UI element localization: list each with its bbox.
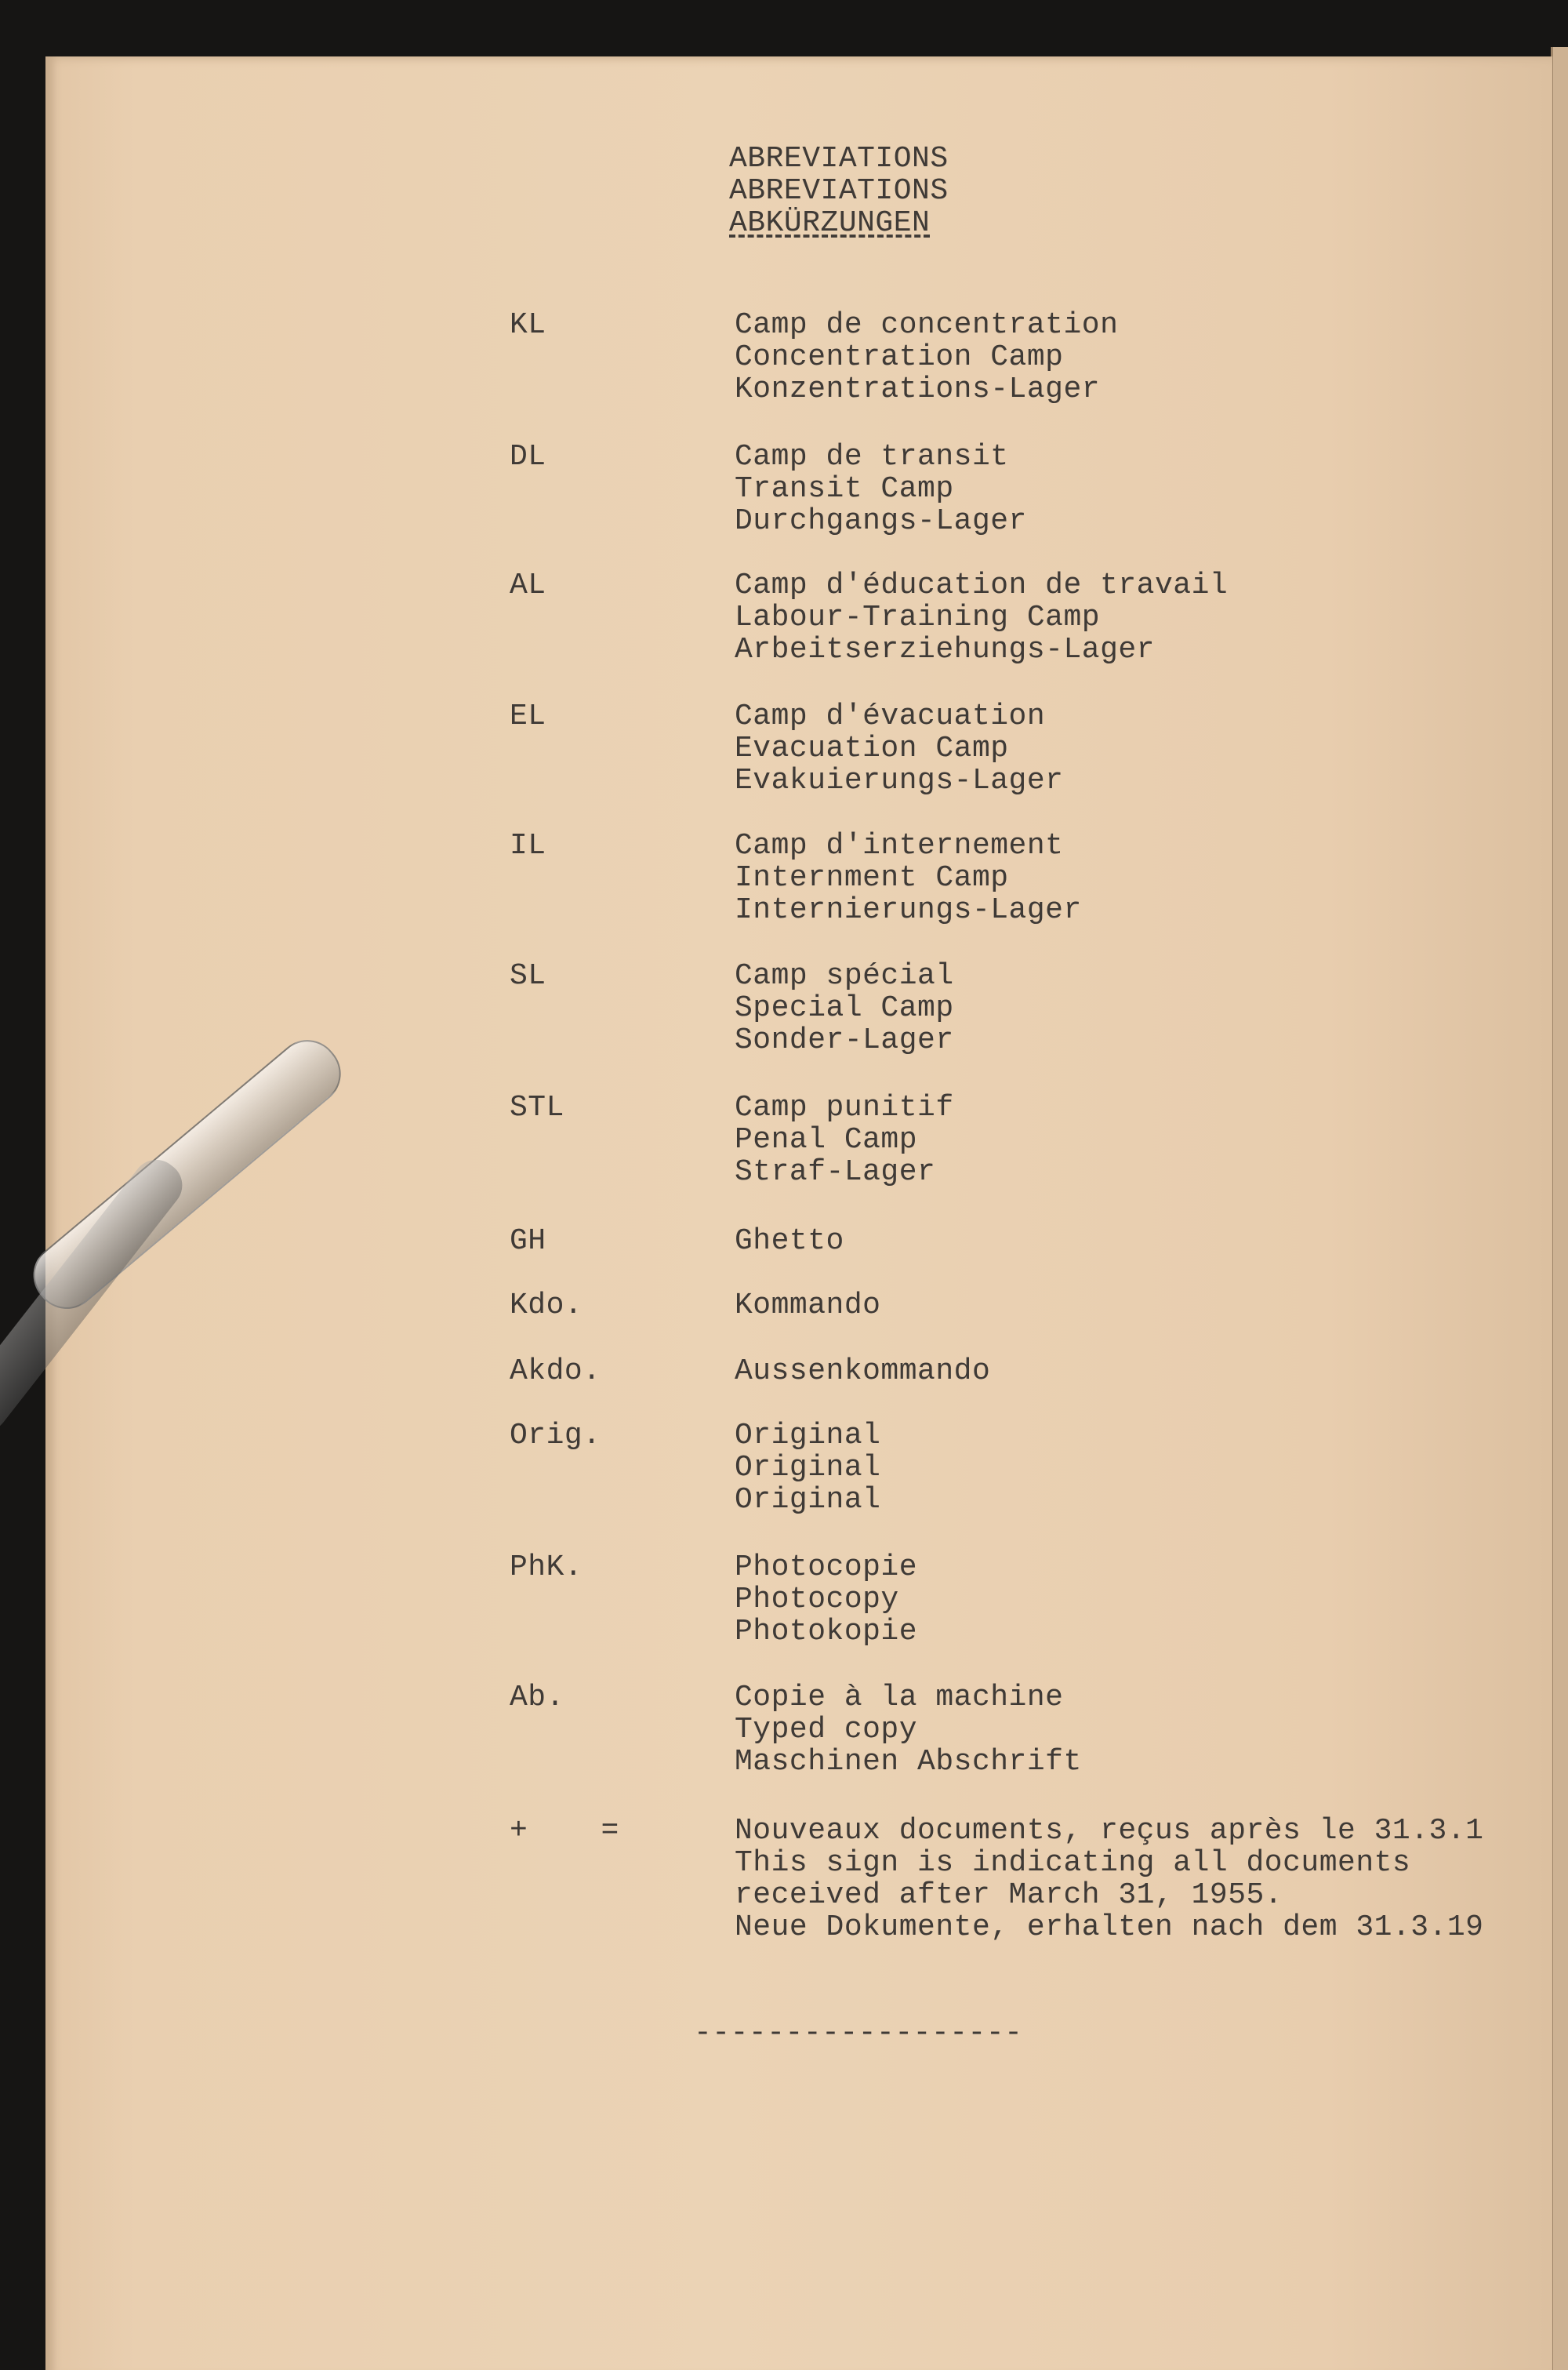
- abbreviation: DL: [510, 440, 546, 474]
- definition-de: Evakuierungs-Lager: [735, 764, 1064, 798]
- definition-en: Special Camp: [735, 991, 954, 1025]
- definition-en: Evacuation Camp: [735, 732, 1009, 765]
- abbreviation: Orig.: [510, 1419, 601, 1452]
- definition-en: Typed copy: [735, 1713, 918, 1747]
- definition-en: Transit Camp: [735, 472, 954, 506]
- definition-en: Original: [735, 1451, 881, 1485]
- definitions: [735, 441, 1027, 537]
- definition-fr: Camp de transit: [735, 440, 1009, 474]
- definitions: [735, 1289, 880, 1321]
- definitions: [735, 309, 1118, 405]
- definition-de: Sonder-Lager: [735, 1023, 954, 1057]
- definition-de: Neue Dokumente, erhalten nach dem 31.3.19: [735, 1910, 1484, 1943]
- definition: Aussenkommando: [735, 1354, 991, 1388]
- definition-fr: Camp punitif: [735, 1091, 954, 1125]
- definition-de: Arbeitserziehungs-Lager: [735, 633, 1155, 667]
- adjacent-page-edge: [1551, 47, 1568, 2370]
- definition-de: Maschinen Abschrift: [735, 1745, 1082, 1779]
- definition: Kommando: [735, 1289, 881, 1322]
- abbreviation: IL: [510, 829, 546, 863]
- abbreviation: PhK.: [510, 1550, 583, 1584]
- definition-fr: Camp d'éducation de travail: [735, 569, 1229, 602]
- definition-fr: Original: [735, 1419, 881, 1452]
- heading-english: ABREVIATIONS: [729, 174, 949, 208]
- definition-fr: Camp d'évacuation: [735, 700, 1046, 733]
- abbreviation: KL: [510, 308, 546, 342]
- definitions: [735, 1419, 880, 1516]
- definition-de: Durchgangs-Lager: [735, 504, 1027, 538]
- definition-en: Labour-Training Camp: [735, 601, 1101, 634]
- definition-en: Internment Camp: [735, 861, 1009, 895]
- abbreviation: EL: [510, 700, 546, 733]
- definition-de: Internierungs-Lager: [735, 893, 1082, 927]
- abbreviation: + =: [510, 1814, 619, 1848]
- definitions: [735, 1092, 954, 1188]
- abbreviation: STL: [510, 1091, 564, 1125]
- definitions: [735, 1681, 1082, 1778]
- heading-german: ABKÜRZUNGEN: [729, 206, 931, 240]
- closing-rule: ------------------: [694, 2016, 1023, 2050]
- definition-de: Konzentrations-Lager: [735, 373, 1101, 406]
- definitions: [735, 1815, 1534, 1943]
- definitions: [735, 1551, 917, 1648]
- definitions: [735, 960, 954, 1056]
- heading-block: [729, 143, 949, 239]
- definition-en: Concentration Camp: [735, 340, 1064, 374]
- definition-fr: Camp d'internement: [735, 829, 1064, 863]
- definitions: [735, 830, 1082, 926]
- abbreviation: Ab.: [510, 1681, 564, 1714]
- definition-de: Straf-Lager: [735, 1155, 936, 1189]
- abbreviation: SL: [510, 959, 546, 993]
- definition: Ghetto: [735, 1224, 844, 1258]
- heading-french: ABREVIATIONS: [729, 142, 949, 176]
- definition-fr: Nouveaux documents, reçus après le 31.3.1: [735, 1815, 1484, 1848]
- definition-en-2: received after March 31, 1955.: [735, 1878, 1283, 1912]
- definition-fr: Copie à la machine: [735, 1681, 1064, 1714]
- definition-de: Original: [735, 1483, 881, 1517]
- definition-en: Penal Camp: [735, 1123, 918, 1157]
- definitions: [735, 700, 1063, 797]
- abbreviation: AL: [510, 569, 546, 602]
- definition-fr: Camp de concentration: [735, 308, 1119, 342]
- abbreviation: Akdo.: [510, 1354, 601, 1388]
- definition-en: This sign is indicating all documents: [735, 1846, 1411, 1880]
- definition-de: Photokopie: [735, 1615, 918, 1648]
- definition-fr: Camp spécial: [735, 959, 954, 993]
- definition-en: Photocopy: [735, 1583, 899, 1616]
- definition-fr: Photocopie: [735, 1550, 918, 1584]
- definitions: [735, 1225, 844, 1257]
- abbreviation: GH: [510, 1224, 546, 1258]
- definitions: [735, 1355, 990, 1387]
- abbreviation: Kdo.: [510, 1289, 583, 1322]
- definitions: [735, 569, 1228, 666]
